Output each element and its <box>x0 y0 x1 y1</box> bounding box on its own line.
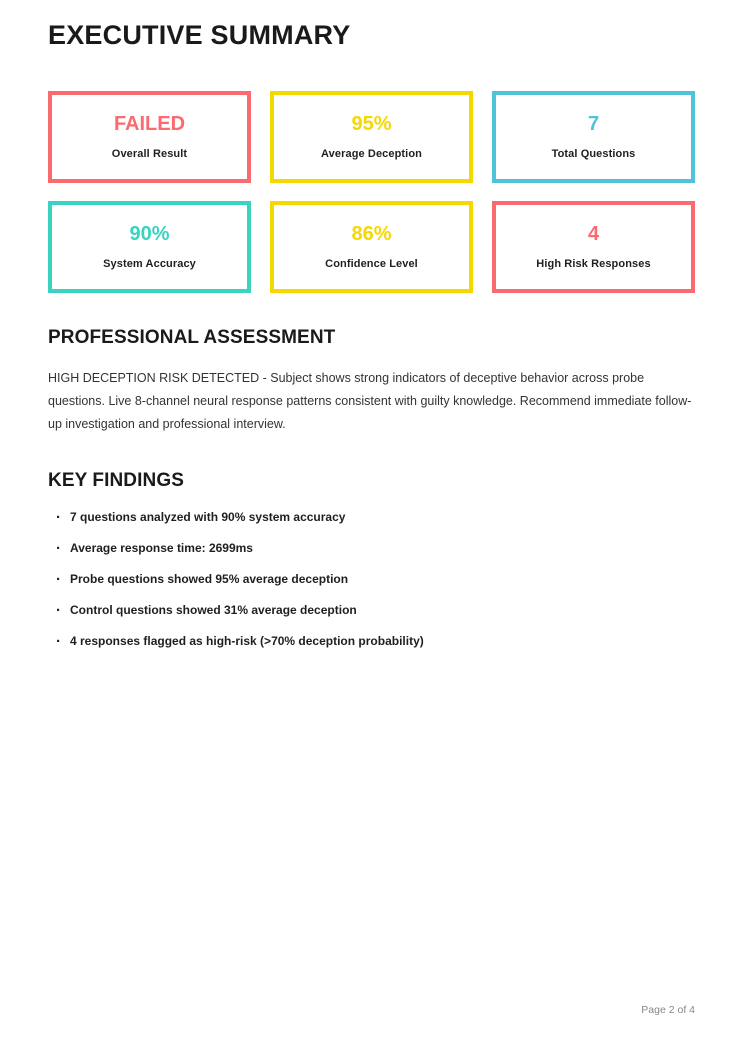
metric-card <box>492 201 695 293</box>
metric-value: 90% <box>129 223 170 245</box>
list-item: · 7 questions analyzed with 90% system accuracy <box>48 510 695 524</box>
list-item: · Probe questions showed 95% average deception <box>48 572 695 586</box>
page-footer: Page 2 of 4 <box>641 1004 695 1016</box>
metric-value: 4 <box>587 223 600 245</box>
metric-label: Total Questions <box>551 148 636 160</box>
key-findings-section <box>48 470 695 648</box>
metric-label: Confidence Level <box>325 258 418 270</box>
metric-card <box>270 91 473 183</box>
assessment-heading: PROFESSIONAL ASSESSMENT <box>48 327 336 348</box>
findings-heading: KEY FINDINGS <box>48 470 184 492</box>
metric-card <box>48 201 251 293</box>
metric-card <box>492 91 695 183</box>
metric-value: FAILED <box>113 113 186 135</box>
list-item: · Control questions showed 31% average deception <box>48 603 695 617</box>
metric-value: 7 <box>587 113 600 135</box>
professional-assessment-section <box>48 327 695 436</box>
list-item: · 4 responses flagged as high-risk (>70% deception probability) <box>48 634 695 648</box>
metric-value: 86% <box>351 223 392 245</box>
findings-list <box>48 510 695 648</box>
assessment-body: HIGH DECEPTION RISK DETECTED - Subject shows strong indicators of deceptive behavior across probe questions. Live 8-channel neural response patterns consistent with guilty knowledge. Recommend immediate follow-up investigation and professional interview. <box>48 371 692 432</box>
metric-card-grid <box>48 91 695 293</box>
metric-card <box>48 91 251 183</box>
metric-label: Overall Result <box>111 148 188 160</box>
metric-label: Average Deception <box>321 148 422 160</box>
list-item: · Average response time: 2699ms <box>48 541 695 555</box>
metric-value: 95% <box>351 113 392 135</box>
metric-label: System Accuracy <box>103 258 196 270</box>
metric-label: High Risk Responses <box>536 258 651 270</box>
page-title: EXECUTIVE SUMMARY <box>48 20 351 50</box>
metric-card <box>270 201 473 293</box>
